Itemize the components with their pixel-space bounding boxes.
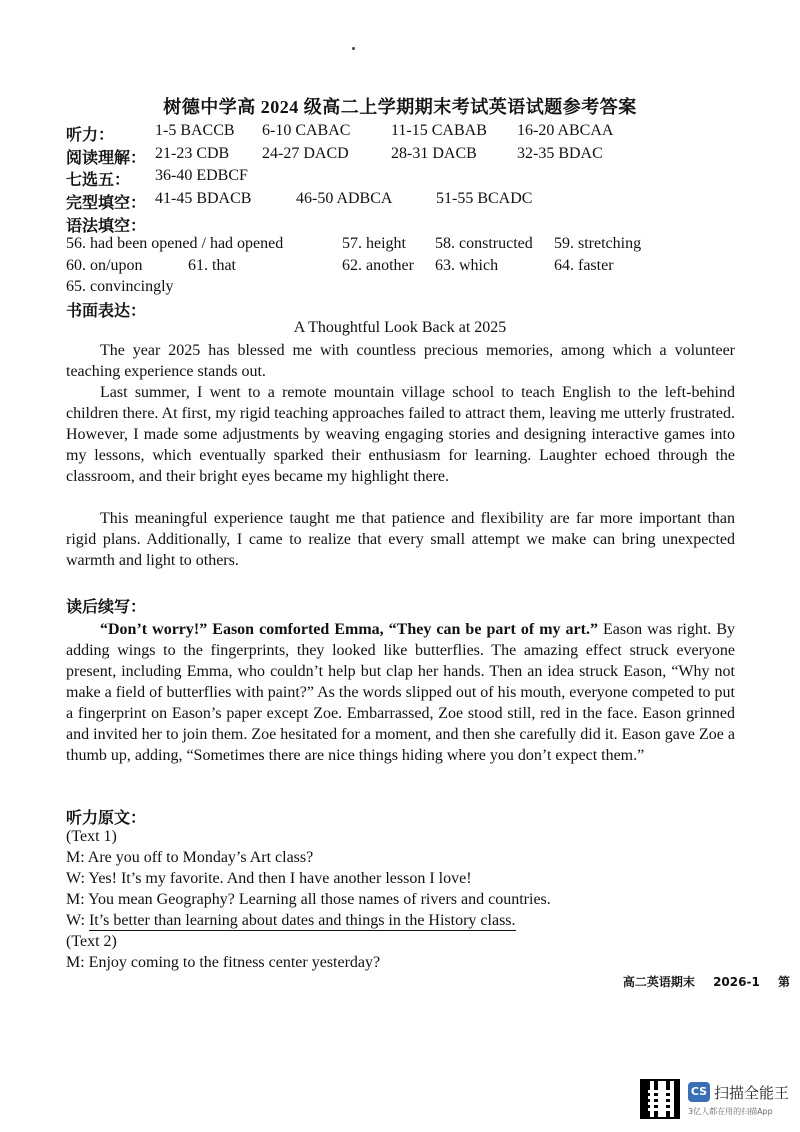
underlined-answer-line: It’s better than learning about dates and things in the History class.	[88, 912, 516, 929]
answer-group: 16-20 ABCAA	[517, 122, 614, 139]
essay-paragraph: The year 2025 has blessed me with countless precious memories, among which a volunteer teaching experience stands out.	[66, 342, 735, 380]
answer-group: 36-40 EDBCF	[155, 167, 248, 184]
answer-group: 51-55 BCADC	[436, 190, 533, 207]
scanner-app-name: 扫描全能王	[714, 1084, 790, 1102]
answer-group: 21-23 CDB	[155, 145, 230, 162]
transcript-line	[66, 910, 516, 932]
grammar-answer: 61. that	[188, 257, 236, 274]
answer-group: 46-50 ADBCA	[296, 190, 393, 207]
grammar-answer: 60. on/upon	[66, 257, 143, 274]
reading-label: 阅读理解：	[66, 150, 147, 167]
speaker-prefix: W:	[66, 912, 89, 929]
answer-group: 41-45 BDACB	[155, 190, 252, 207]
scanner-tagline: 3亿人都在用的扫描App	[688, 1107, 773, 1116]
answer-group: 6-10 CABAC	[262, 122, 351, 139]
page-title: 树德中学高 2024 级高二上学期期末考试英语试题参考答案	[163, 97, 637, 117]
grammar-answer: 59. stretching	[554, 235, 642, 252]
transcript-line: W: Yes! It’s my favorite. And then I have another lesson I love!	[66, 870, 472, 887]
answer-group: 28-31 DACB	[391, 145, 477, 162]
footer-course: 高二英语期末	[622, 975, 695, 989]
listening-label: 听力：	[66, 127, 115, 144]
answer-group: 1-5 BACCB	[155, 122, 235, 139]
transcript-line: (Text 1)	[66, 828, 117, 845]
seven-label: 七选五：	[66, 172, 131, 189]
grammar-label: 语法填空：	[66, 218, 147, 235]
transcript-label: 听力原文：	[66, 810, 147, 827]
grammar-answer: 62. another	[342, 257, 414, 274]
page-footer	[609, 973, 790, 990]
continuation-body: Eason was right. By adding wings to the fingerprints, they looked like butterflies. The amazing effect struck everyone present, including Emma, who couldn’t help but clap her hands. Then an idea struck Eason, “Why not make a field of butterflies with paint?” As the words slipped out of his mouth, everyone competed to put a fingerprint on Eason’s paper except Zoe. Embarrassed, Zoe stood still, red in the face. Eason grinned and invited her to join them. Zoe hesitated for a moment, and then she carefully did it. Eason gave Zoe a thumb up, adding, “Sometimes there are nice things hiding where you don’t expect them.”	[66, 621, 736, 764]
continuation-label: 读后续写：	[66, 599, 147, 616]
grammar-answer: 65. convincingly	[66, 278, 174, 295]
transcript-line: M: Are you off to Monday’s Art class?	[66, 849, 314, 866]
grammar-answer: 63. which	[435, 257, 499, 274]
qr-code-icon	[640, 1079, 680, 1119]
continuation-paragraph	[66, 619, 735, 766]
grammar-answer: 58. constructed	[435, 235, 533, 252]
camscanner-logo-icon: CS	[688, 1082, 710, 1102]
answer-group: 32-35 BDAC	[517, 145, 603, 162]
stray-mark	[352, 47, 355, 50]
essay-paragraph: This meaningful experience taught me that patience and flexibility are far more important than rigid plans. Additionally, I came to realize that every small attempt we make can bring unexpected warmth and light to others.	[66, 510, 735, 569]
transcript-line: M: Enjoy coming to the fitness center yesterday?	[66, 954, 381, 971]
grammar-answer: 57. height	[342, 235, 406, 252]
continuation-opening: “Don’t worry!” Eason comforted Emma, “They can be part of my art.”	[100, 621, 598, 638]
answer-group: 24-27 DACD	[262, 145, 349, 162]
footer-page: 第	[777, 975, 790, 989]
answer-group: 11-15 CABAB	[391, 122, 487, 139]
writing-label: 书面表达：	[66, 303, 147, 320]
grammar-answer: 64. faster	[554, 257, 614, 274]
essay-paragraph: Last summer, I went to a remote mountain village school to teach English to the left-behind children there. At first, my rigid teaching approaches failed to attract them, leaving me utterly frustrated. However, I made some adjustments by weaving engaging stories and designing interactive games into my lessons, which eventually sparked their enthusiasm for learning. Laughter echoed through the classroom, and their bright eyes became my highlight there.	[66, 384, 735, 485]
cloze-label: 完型填空：	[66, 195, 147, 212]
footer-date: 2026-1	[713, 975, 760, 989]
grammar-answer: 56. had been opened / had opened	[66, 235, 284, 252]
transcript-line: (Text 2)	[66, 933, 117, 950]
essay-title: A Thoughtful Look Back at 2025	[293, 319, 507, 336]
transcript-line: M: You mean Geography? Learning all those names of rivers and countries.	[66, 891, 551, 908]
